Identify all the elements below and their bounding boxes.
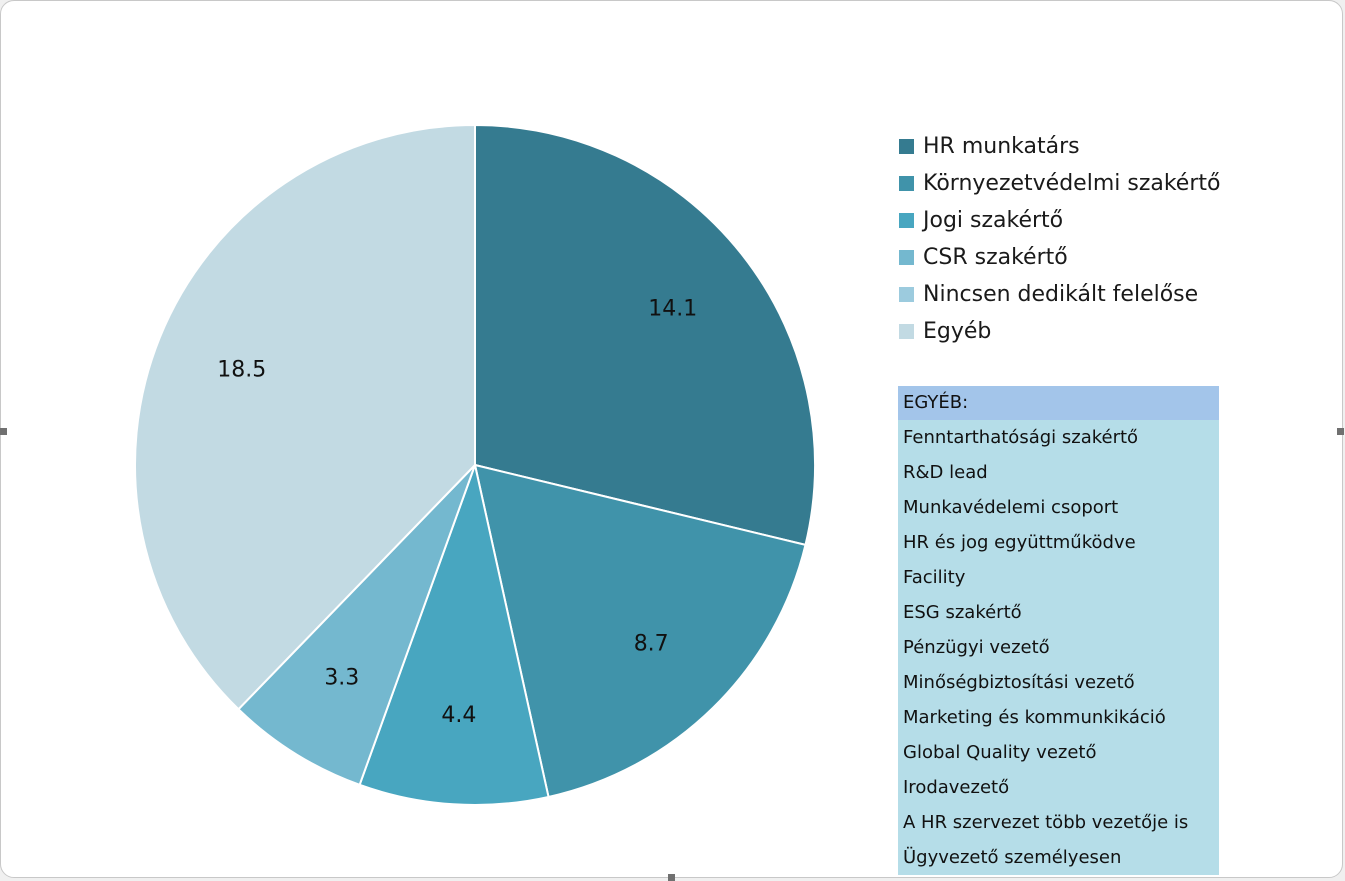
legend-label: HR munkatárs — [923, 134, 1080, 159]
legend-swatch — [899, 250, 914, 265]
legend-swatch — [899, 176, 914, 191]
other-category-item: A HR szervezet több vezetője is — [903, 812, 1189, 833]
other-categories-box — [898, 386, 1219, 875]
legend-swatch — [899, 213, 914, 228]
legend-swatch — [899, 287, 914, 302]
data-label-csr-szakerto: 3.3 — [324, 665, 360, 691]
other-category-item: Pénzügyi vezető — [903, 637, 1050, 658]
legend-item-csr-szakerto — [899, 239, 1220, 276]
other-category-item: Ügyvezető személyesen — [903, 847, 1122, 868]
other-category-item: HR és jog együttműködve — [903, 532, 1136, 553]
other-category-item: Irodavezető — [903, 777, 1010, 798]
other-category-item: Minőségbiztosítási vezető — [903, 672, 1135, 693]
data-label-hr-munkatars: 14.1 — [648, 296, 698, 322]
data-label-kornyezetvedelmi-szakerto: 8.7 — [633, 631, 669, 657]
data-label-jogi-szakerto: 4.4 — [441, 703, 477, 729]
data-label-egyeb: 18.5 — [217, 357, 267, 383]
legend-item-egyeb — [899, 313, 1220, 350]
other-category-item: Fenntarthatósági szakértő — [903, 427, 1139, 448]
legend-label: Környezetvédelmi szakértő — [923, 171, 1221, 196]
other-category-item: Munkavédelemi csoport — [903, 497, 1119, 518]
resize-handle-right[interactable] — [1337, 428, 1344, 435]
other-category-item: Marketing és kommunkikáció — [903, 707, 1166, 728]
other-category-item: R&D lead — [903, 462, 988, 483]
other-categories-list — [898, 420, 1219, 875]
legend-item-kornyezetvedelmi-szakerto — [899, 165, 1220, 202]
other-category-item: Facility — [903, 567, 966, 588]
other-category-item: ESG szakértő — [903, 602, 1022, 623]
legend-label: Egyéb — [923, 319, 992, 344]
legend-item-nincsen-dedikalt-felelose — [899, 276, 1220, 313]
legend-swatch — [899, 324, 914, 339]
legend-swatch — [899, 139, 914, 154]
legend-label: Nincsen dedikált felelőse — [923, 282, 1199, 307]
legend-item-jogi-szakerto — [899, 202, 1220, 239]
other-box-header: EGYÉB: — [898, 386, 1219, 420]
legend-label: Jogi szakértő — [923, 208, 1064, 233]
legend-label: CSR szakértő — [923, 245, 1068, 270]
chart-legend — [899, 128, 1220, 350]
legend-item-hr-munkatars — [899, 128, 1220, 165]
other-category-item: Global Quality vezető — [903, 742, 1097, 763]
